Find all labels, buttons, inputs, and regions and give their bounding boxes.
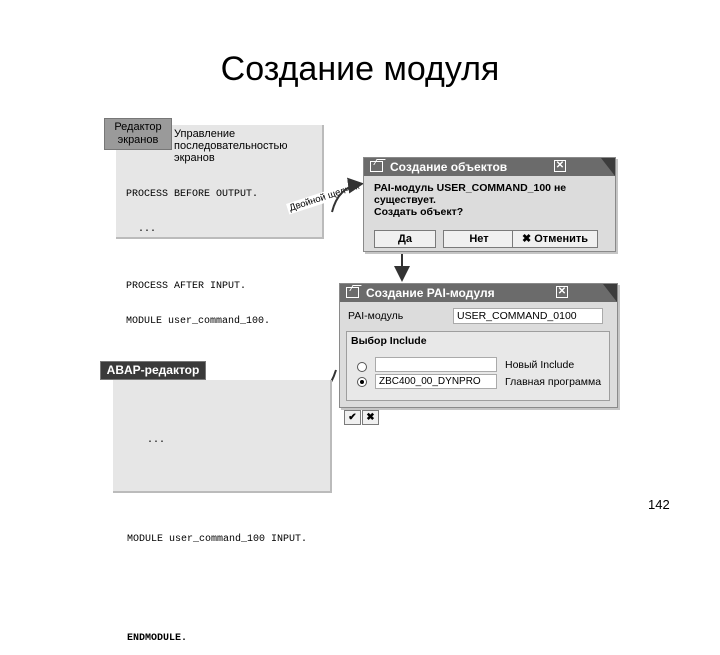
message-line: Создать объект?: [374, 206, 464, 218]
code-line: ...: [126, 223, 157, 235]
dialog-title-bar: [340, 284, 617, 302]
module-name-input[interactable]: USER_COMMAND_0100: [453, 308, 603, 324]
flow-logic-label-line: последовательностью: [174, 140, 288, 152]
no-button[interactable]: Нет: [443, 230, 515, 248]
include-selection-group: [346, 331, 610, 401]
cancel-button[interactable]: [512, 230, 598, 248]
main-program-input[interactable]: ZBC400_00_DYNPRO: [375, 374, 497, 389]
double-click-note: Двойной щелчок: [287, 180, 361, 214]
screen-painter-tag-line: экранов: [117, 134, 159, 146]
new-include-radio[interactable]: [357, 362, 367, 372]
code-line: PROCESS AFTER INPUT.: [126, 281, 247, 292]
dialog-title-bar: [364, 158, 615, 176]
flow-logic-label-line: экранов: [174, 152, 215, 164]
cancel-x-button[interactable]: ✖: [362, 410, 379, 425]
slide-title: Создание модуля: [220, 50, 500, 88]
message-line: существует.: [374, 194, 436, 206]
code-line: MODULE user_command_100 INPUT.: [127, 534, 308, 545]
module-label: PAI-модуль: [348, 310, 404, 322]
main-program-label: Главная программа: [505, 376, 602, 388]
main-program-radio[interactable]: [357, 377, 367, 387]
cancel-x-icon: ✖: [521, 233, 532, 245]
screen-painter-tag-line: Редактор: [114, 121, 162, 133]
code-line: [127, 600, 307, 611]
create-objects-dialog: [363, 157, 616, 252]
page-number: 142: [648, 497, 670, 512]
abap-editor-code: [127, 413, 307, 655]
create-pai-module-dialog: [339, 283, 618, 423]
create-icon: [346, 287, 359, 298]
confirm-check-button[interactable]: ✔: [344, 410, 361, 425]
create-icon: [370, 161, 383, 172]
arrow-to-create-objects: [332, 184, 360, 212]
abap-editor-tag: ABAP-редактор: [100, 361, 206, 380]
code-line: ENDMODULE.: [127, 633, 188, 644]
code-line: ...: [147, 435, 166, 446]
dialog-title: Создание объектов: [390, 160, 508, 174]
flow-logic-label-line: Управление: [174, 128, 236, 140]
module-call-code-line[interactable]: MODULE user_command_100.: [126, 315, 271, 327]
corner-icon: [603, 284, 617, 302]
new-include-label: Новый Include: [505, 359, 575, 371]
yes-button[interactable]: Да: [374, 230, 436, 248]
dialog-message: [374, 182, 566, 218]
close-icon[interactable]: ✕: [557, 286, 567, 297]
include-name-input[interactable]: [375, 357, 497, 372]
corner-icon: [601, 158, 615, 176]
include-group-label: Выбор Include: [351, 335, 427, 347]
code-line: [127, 501, 307, 512]
dialog-title: Создание PAI-модуля: [366, 286, 495, 300]
cancel-button-label: Отменить: [534, 233, 589, 245]
code-line: [127, 567, 307, 578]
close-icon[interactable]: ✕: [555, 160, 565, 171]
code-line: [127, 468, 307, 479]
message-line: PAI-модуль USER_COMMAND_100 не: [374, 182, 567, 194]
code-line: PROCESS BEFORE OUTPUT.: [126, 189, 259, 200]
